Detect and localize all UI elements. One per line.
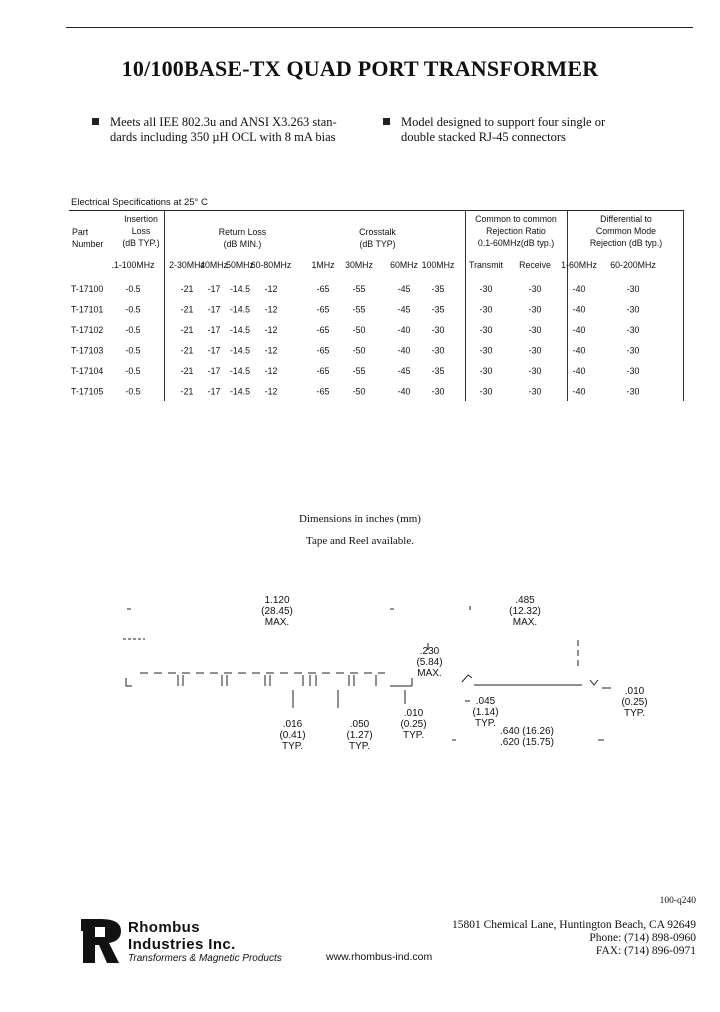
part-number: T-17105 xyxy=(71,386,104,397)
company-url[interactable]: www.rhombus-ind.com xyxy=(326,951,433,963)
header-cmr: Common to common Rejection Ratio 0.1-60MHz(dB typ.) xyxy=(475,214,557,248)
dimensions-caption: Dimensions in inches (mm) xyxy=(299,513,421,525)
spec-cell: -55 xyxy=(352,366,366,376)
fax-line: FAX: (714) 896-0971 xyxy=(595,945,696,957)
spec-cell: -14.5 xyxy=(229,304,251,315)
spec-cell: -30 xyxy=(479,386,493,397)
freq-header: 60-80MHz xyxy=(250,260,292,270)
spec-cell: -65 xyxy=(316,386,330,397)
spec-cell: -50 xyxy=(352,325,366,335)
spec-cell: -0.5 xyxy=(125,366,141,376)
spec-cell: -0.5 xyxy=(125,284,141,294)
spec-cell: -65 xyxy=(316,345,330,356)
header-return-loss: Return Loss (dB MIN.) xyxy=(218,227,267,249)
end-view-lead xyxy=(462,675,472,682)
part-number: T-17103 xyxy=(71,345,104,356)
spec-cell: -35 xyxy=(431,366,445,376)
dim-length: 1.120 (28.45) MAX. xyxy=(261,595,293,628)
spec-cell: -14.5 xyxy=(229,284,251,294)
spec-cell: -30 xyxy=(626,284,640,294)
part-number: T-17100 xyxy=(71,284,104,294)
spec-cell: -55 xyxy=(352,304,366,315)
spec-cell: -21 xyxy=(180,386,194,397)
spec-cell: -14.5 xyxy=(229,325,251,335)
page-title: 10/100BASE-TX QUAD PORT TRANSFORMER xyxy=(121,56,599,81)
spec-cell: -40 xyxy=(572,345,586,356)
spec-cell: -14.5 xyxy=(229,366,251,376)
spec-cell: -65 xyxy=(316,304,330,315)
freq-header: 50MHz xyxy=(226,260,254,270)
spec-cell: -17 xyxy=(207,386,221,397)
spec-cell: -45 xyxy=(397,284,411,294)
spec-cell: -21 xyxy=(180,304,194,315)
spec-cell: -17 xyxy=(207,366,221,376)
spec-cell: -40 xyxy=(572,325,586,335)
spec-cell: -65 xyxy=(316,284,330,294)
header-differential: Differential to Common Mode Rejection (dB typ.) xyxy=(589,214,663,248)
spec-cell: -21 xyxy=(180,366,194,376)
spec-cell: -30 xyxy=(528,284,542,294)
company-name xyxy=(128,919,236,953)
spec-cell: -35 xyxy=(431,304,445,315)
freq-header: .1-100MHz xyxy=(111,260,155,270)
end-view-lead-right xyxy=(590,680,598,685)
top-rule xyxy=(66,27,693,28)
company-line2: Industries Inc. xyxy=(128,936,236,953)
spec-cell: -40 xyxy=(572,304,586,315)
spec-cell: -30 xyxy=(626,386,640,397)
spec-title: Electrical Specifications at 25° C xyxy=(71,197,208,208)
spec-cell: -30 xyxy=(479,325,493,335)
spec-cell: -45 xyxy=(397,366,411,376)
spec-cell: -30 xyxy=(479,284,493,294)
freq-header: 30MHz xyxy=(345,260,373,270)
company-line1: Rhombus xyxy=(128,919,200,936)
spec-cell: -17 xyxy=(207,304,221,315)
freq-header: 40MHz xyxy=(200,260,228,270)
tape-reel-caption: Tape and Reel available. xyxy=(306,535,414,547)
freq-header: 60MHz xyxy=(390,260,418,270)
address-line: 15801 Chemical Lane, Huntington Beach, CA 92649 xyxy=(451,919,696,931)
spec-cell: -40 xyxy=(572,366,586,376)
spec-cell: -14.5 xyxy=(229,345,251,356)
spec-cell: -12 xyxy=(264,386,278,397)
spec-cell: -0.5 xyxy=(125,325,141,335)
spec-grid-svg xyxy=(69,256,684,401)
spec-cell: -12 xyxy=(264,366,278,376)
dim-width: .485 (12.32) MAX. xyxy=(509,595,541,628)
spec-cell: -40 xyxy=(397,345,411,356)
spec-cell: -50 xyxy=(352,386,366,397)
spec-cell: -30 xyxy=(431,325,445,335)
body-corner xyxy=(126,678,132,686)
document-code: 100-q240 xyxy=(659,896,696,906)
freq-header: 60-200MHz xyxy=(610,260,656,270)
spec-cell: -55 xyxy=(352,284,366,294)
header-crosstalk: Crosstalk (dB TYP) xyxy=(359,227,396,249)
bullet-model xyxy=(383,115,643,147)
spec-cell: -35 xyxy=(431,284,445,294)
spec-cell: -45 xyxy=(397,304,411,315)
freq-header: 1-60MHz xyxy=(561,260,597,270)
freq-header: Receive xyxy=(519,260,551,270)
company-address xyxy=(452,919,696,958)
part-number: T-17102 xyxy=(71,325,104,335)
spec-cell: -30 xyxy=(626,366,640,376)
bullet-text: Meets all IEE 802.3u and ANSI X3.263 stan- dards including 350 µH OCL with 8 mA bias xyxy=(110,115,337,144)
spec-cell: -12 xyxy=(264,345,278,356)
spec-cell: -0.5 xyxy=(125,345,141,356)
spec-cell: -0.5 xyxy=(125,304,141,315)
bullet-square-icon xyxy=(383,118,390,125)
spec-cell: -0.5 xyxy=(125,386,141,397)
spec-cell: -21 xyxy=(180,325,194,335)
spec-cell: -21 xyxy=(180,345,194,356)
spec-cell: -65 xyxy=(316,366,330,376)
spec-cell: -50 xyxy=(352,345,366,356)
bullet-standards xyxy=(92,115,362,147)
spec-cell: -30 xyxy=(431,345,445,356)
spec-cell: -30 xyxy=(528,304,542,315)
freq-header: 100MHz xyxy=(421,260,455,270)
spec-cell: -30 xyxy=(431,386,445,397)
freq-header: 2-30MHz xyxy=(169,260,205,270)
leads xyxy=(178,675,376,686)
spec-cell: -40 xyxy=(397,325,411,335)
spec-cell: -12 xyxy=(264,325,278,335)
spec-cell: -30 xyxy=(528,345,542,356)
spec-cell: -40 xyxy=(572,284,586,294)
header-insertion: Insertion Loss (dB TYP.) xyxy=(122,214,160,248)
spec-cell: -30 xyxy=(479,366,493,376)
dim-span: .640 (16.26) .620 (15.75) xyxy=(500,726,554,748)
bullet-text: Model designed to support four single or double stacked RJ-45 connectors xyxy=(401,115,606,144)
header-part: Part Number xyxy=(72,227,104,249)
spec-cell: -30 xyxy=(479,304,493,315)
spec-cell: -30 xyxy=(528,366,542,376)
freq-header: Transmit xyxy=(469,260,503,270)
dim-height: .230 (5.84) MAX. xyxy=(416,646,443,679)
dim-lead-width: .016 (0.41) TYP. xyxy=(279,719,306,752)
dim-lead-thickness: .010 (0.25) TYP. xyxy=(621,686,648,719)
spec-cell: -30 xyxy=(528,386,542,397)
part-number: T-17104 xyxy=(71,366,104,376)
dim-pitch: .050 (1.27) TYP. xyxy=(346,719,373,752)
table-top-rule xyxy=(69,210,684,211)
spec-cell: -17 xyxy=(207,345,221,356)
spec-cell: -30 xyxy=(626,325,640,335)
phone-line: Phone: (714) 898-0960 xyxy=(589,932,696,944)
spec-cell: -40 xyxy=(572,386,586,397)
spec-cell: -40 xyxy=(397,386,411,397)
spec-cell: -30 xyxy=(528,325,542,335)
spec-cell: -30 xyxy=(479,345,493,356)
spec-cell: -12 xyxy=(264,284,278,294)
dim-foot: .045 (1.14) TYP. xyxy=(472,696,499,729)
dim-standoff: .010 (0.25) TYP. xyxy=(400,708,427,741)
spec-cell: -14.5 xyxy=(229,386,251,397)
spec-cell: -12 xyxy=(264,304,278,315)
rhombus-logo-icon xyxy=(79,917,123,965)
spec-cell: -17 xyxy=(207,284,221,294)
spec-grid xyxy=(69,256,684,401)
freq-header: 1MHz xyxy=(311,260,335,270)
company-tagline: Transformers & Magnetic Products xyxy=(128,953,282,964)
bullet-square-icon xyxy=(92,118,99,125)
part-number: T-17101 xyxy=(71,304,104,315)
spec-cell: -17 xyxy=(207,325,221,335)
spec-cell: -30 xyxy=(626,345,640,356)
spec-cell: -65 xyxy=(316,325,330,335)
spec-cell: -30 xyxy=(626,304,640,315)
spec-cell: -21 xyxy=(180,284,194,294)
